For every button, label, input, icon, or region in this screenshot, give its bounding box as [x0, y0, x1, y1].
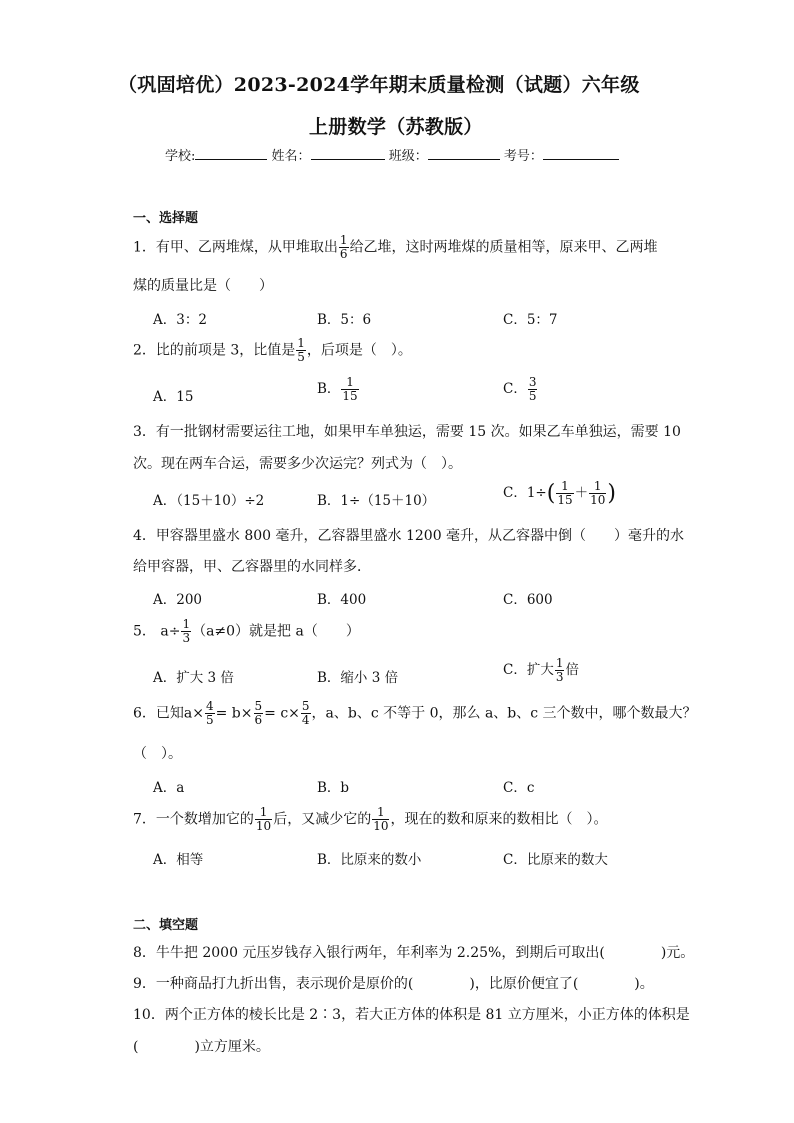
name-label: 姓名： [271, 149, 311, 164]
fraction: $\frac{1}{6}$ [339, 233, 348, 261]
question-1: 1．有甲、乙两堆煤，从甲堆取出 $\frac{1}{6}$ 给乙堆，这时两堆煤的质量相等，原来甲、乙两堆 [133, 233, 658, 261]
q6-option-b[interactable]: B．b [317, 780, 350, 796]
name-blank[interactable] [311, 147, 385, 160]
q5-option-a[interactable]: A．扩大 3 倍 [153, 670, 234, 686]
q2-option-c[interactable]: C． $\frac{3}{5}$ [503, 375, 537, 403]
question-9: 9．一种商品打九折出售，表示现价是原价的( )，比原价便宜了( )。 [133, 976, 654, 992]
section-heading-choice: 一、选择题 [133, 211, 199, 226]
q3-option-a[interactable]: A．（15＋10）÷2 [153, 493, 265, 509]
school-label: 学校: [165, 149, 196, 164]
q3-option-b[interactable]: B．1÷（15＋10） [317, 493, 436, 509]
question-3-line1: 3．有一批钢材需要运往工地，如果甲车单独运，需要 15 次。如果乙车单独运，需要 10 [133, 424, 681, 440]
q2-option-a[interactable]: A．15 [153, 389, 194, 405]
question-4-line1: 4．甲容器里盛水 800 毫升，乙容器里盛水 1200 毫升，从乙容器中倒（ ）毫升的水 [133, 528, 685, 544]
question-7: 7．一个数增加它的 $\frac{1}{10}$ 后，又减少它的 $\frac{1}{10}$ ，现在的数和原来的数相比（ ）。 [133, 805, 608, 833]
question-8: 8．牛牛把 2000 元压岁钱存入银行两年，年利率为 2.25%，到期后可取出( )元。 [133, 945, 695, 961]
q1-option-b[interactable]: B．5：6 [317, 312, 372, 328]
page-title-line2: 上册数学（苏教版） [309, 116, 483, 138]
school-blank[interactable] [195, 147, 267, 160]
question-4-line2: 给甲容器，甲、乙容器里的水同样多． [133, 559, 371, 575]
question-6-line2: （ ）。 [133, 746, 182, 762]
q7-option-b[interactable]: B．比原来的数小 [317, 852, 422, 868]
q1-option-a[interactable]: A．3：2 [153, 312, 207, 328]
question-3-line2: 次。现在两车合运，需要多少次运完？列式为（ ）。 [133, 456, 462, 472]
q3-option-c[interactable]: C．1÷( $\frac{1}{15}$ ＋ $\frac{1}{10}$ ) [503, 479, 616, 507]
question-10-line2: ( )立方厘米。 [133, 1039, 270, 1055]
exam-no-label: 考号： [503, 149, 543, 164]
q4-option-c[interactable]: C．600 [503, 592, 553, 608]
question-2: 2．比的前项是 3，比值是 $\frac{1}{5}$ ，后项是（ ）。 [133, 336, 412, 364]
question-1-line2: 煤的质量比是（ ） [133, 278, 273, 294]
student-info-row [165, 145, 619, 164]
q5-option-c[interactable]: C．扩大 $\frac{1}{3}$ 倍 [503, 656, 579, 684]
class-label: 班级： [388, 149, 428, 164]
question-5: 5． a÷ $\frac{1}{3}$ （a≠0）就是把 a（ ） [133, 617, 360, 645]
q5-option-b[interactable]: B．缩小 3 倍 [317, 670, 399, 686]
exam-no-blank[interactable] [543, 147, 619, 160]
fraction: $\frac{1}{5}$ [297, 336, 305, 364]
q1-option-c[interactable]: C．5：7 [503, 312, 558, 328]
section-heading-fill: 二、填空题 [133, 918, 199, 933]
q2-option-b[interactable]: B． $\frac{1}{15}$ [317, 375, 358, 403]
q4-option-a[interactable]: A．200 [153, 592, 203, 608]
question-6: 6．已知a× $\frac{4}{5}$ = b× $\frac{5}{6}$ = c× $\frac{5}{4}$ ，a、b、c 不等于 0，那么 a、b、c 三个数中，哪个数最大？ [133, 699, 697, 727]
page-title-line1: （巩固培优）2023-2024学年期末质量检测（试题）六年级 [118, 74, 640, 96]
q7-option-a[interactable]: A．相等 [153, 852, 204, 868]
q4-option-b[interactable]: B．400 [317, 592, 367, 608]
q6-option-a[interactable]: A．a [153, 780, 185, 796]
q6-option-c[interactable]: C．c [503, 780, 535, 796]
q7-option-c[interactable]: C．比原来的数大 [503, 852, 608, 868]
class-blank[interactable] [428, 147, 500, 160]
question-10-line1: 10．两个正方体的棱长比是 2∶3，若大正方体的体积是 81 立方厘米，小正方体的体积是 [133, 1007, 690, 1023]
